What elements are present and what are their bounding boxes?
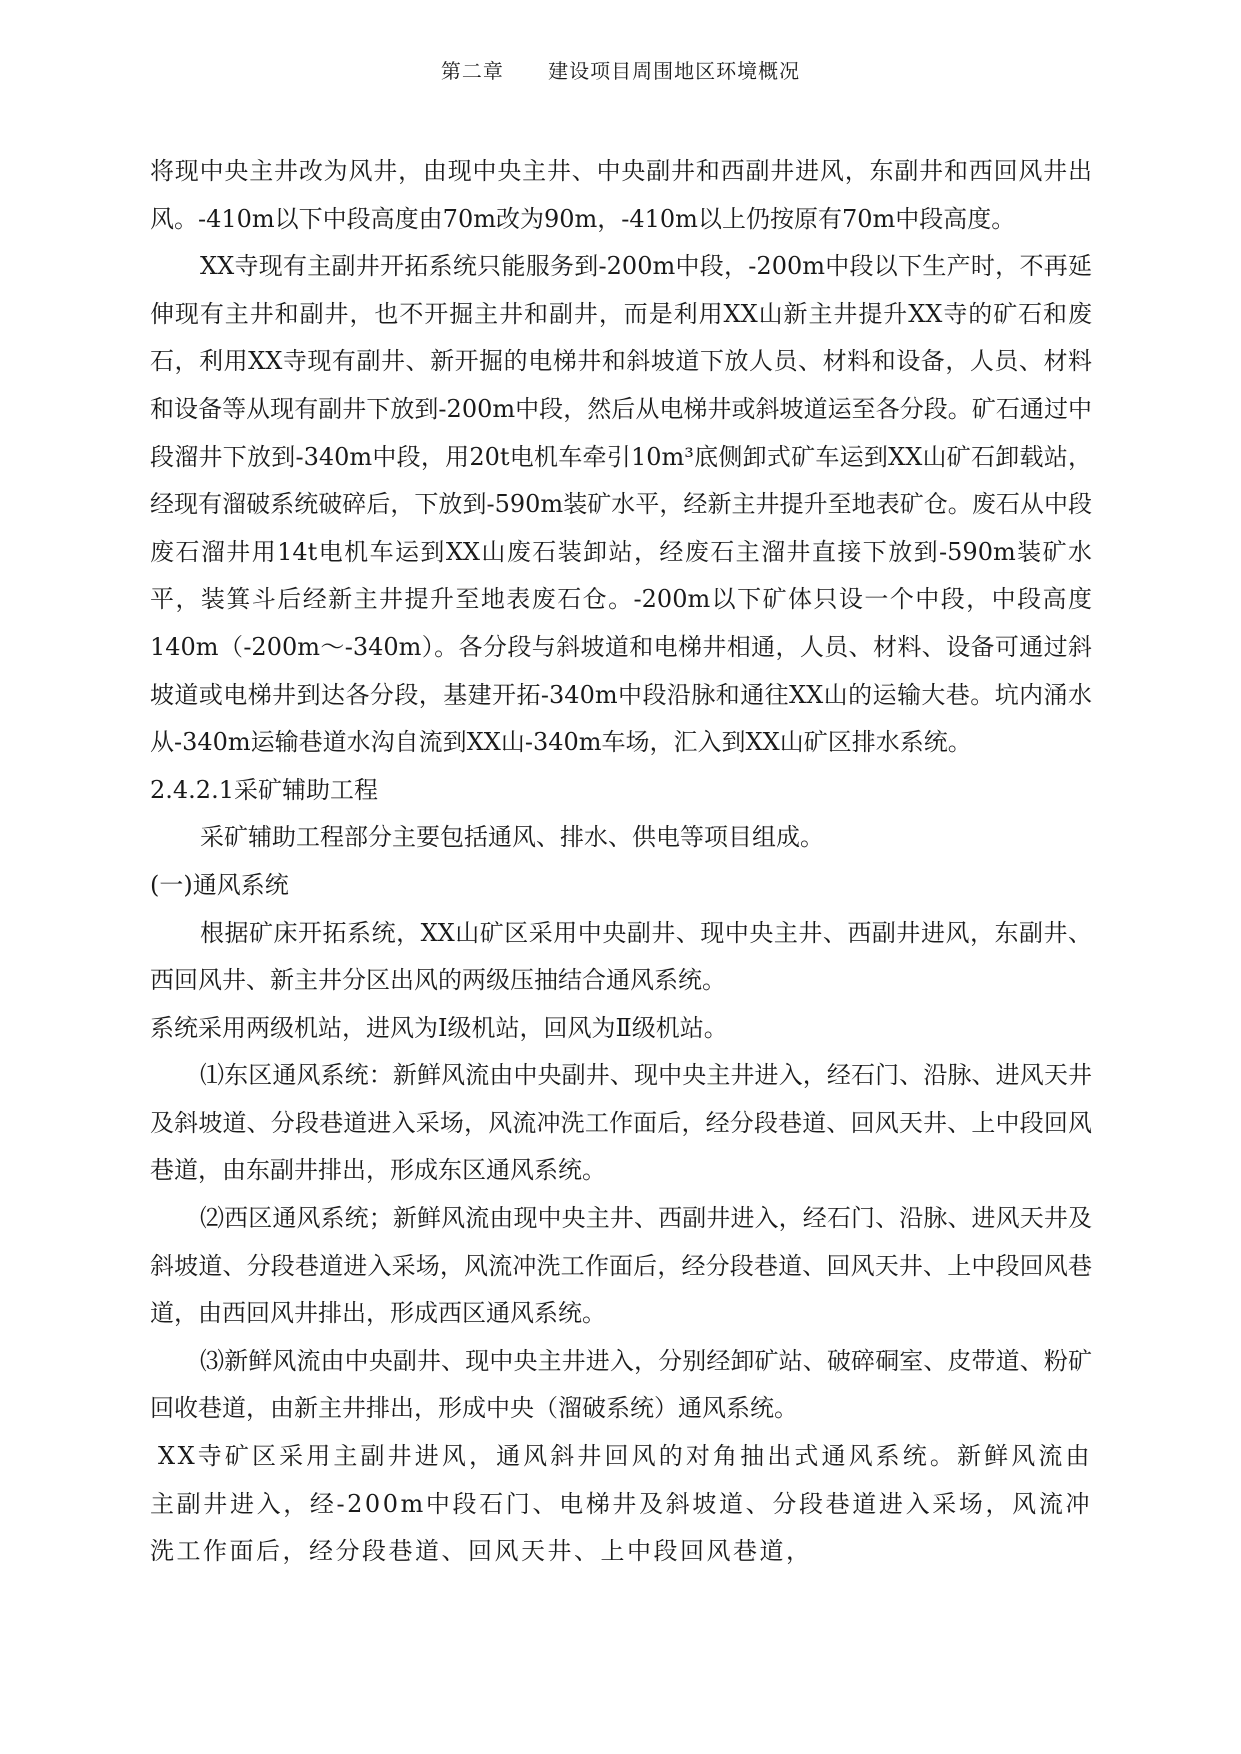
paragraph-xx-temple-development: XX寺现有主副井开拓系统只能服务到-200m中段，-200m中段以下生产时，不再延伸现有主井和副井，也不开掘主井和副井，而是利用XX山新主井提升XX寺的矿石和废石，利用XX寺现有副井、新开掘的电梯井和斜坡道下放人员、材料和设备，人员、材料和设备等从现有副井下放到-200m中段，然后从电梯井或斜坡道运至各分段。矿石通过中段溜井下放到-340m中段，用20t电机车牵引10m³底侧卸式矿车运到XX山矿石卸载站，经现有溜破系统破碎后，下放到-590m装矿水平，经新主井提升至地表矿仓。废石从中段废石溜井用14t电机车运到XX山废石装卸站，经废石主溜井直接下放到-590m装矿水平，装箕斗后经新主井提升至地表废石仓。-200m以下矿体只设一个中段，中段高度140m（-200m～-340m）。各分段与斜坡道和电梯井相通，人员、材料、设备可通过斜坡道或电梯井到达各分段，基建开拓-340m中段沿脉和通往XX山的运输大巷。坑内涌水从-340m运输巷道水沟自流到XX山-340m车场，汇入到XX山矿区排水系统。 [150, 252, 1092, 757]
page-header [0, 56, 1241, 86]
paragraph-east-ventilation: ⑴东区通风系统：新鲜风流由中央副井、现中央主井进入，经石门、沿脉、进风天井及斜坡道、分段巷道进入采场，风流冲洗工作面后，经分段巷道、回风天井、上中段回风巷道，由东副井排出，形成东区通风系统。 [150, 1061, 1092, 1185]
chapter-title: 建设项目周围地区环境概况 [548, 59, 801, 83]
paragraph-ventilation-overview: 根据矿床开拓系统，XX山矿区采用中央副井、现中央主井、西副井进风，东副井、西回风井、新主井分区出风的两级压抽结合通风系统。 [150, 918, 1092, 995]
subheading-ventilation-system: (一)通风系统 [150, 870, 289, 899]
paragraph-central-ventilation: ⑶新鲜风流由中央副井、现中央主井进入，分别经卸矿站、破碎硐室、皮带道、粉矿回收巷道，由新主井排出，形成中央（溜破系统）通风系统。 [150, 1346, 1092, 1423]
paragraph-fan-stations: 系统采用两级机站，进风为Ⅰ级机站，回风为Ⅱ级机站。 [150, 1013, 728, 1042]
section-heading-mining-auxiliary: 2.4.2.1采矿辅助工程 [150, 775, 378, 804]
paragraph-xx-temple-ventilation: XX寺矿区采用主副井进风，通风斜井回风的对角抽出式通风系统。新鲜风流由主副井进入，经-200m中段石门、电梯井及斜坡道、分段巷道进入采场，风流冲洗工作面后，经分段巷道、回风天井、上中段回风巷道， [150, 1442, 1092, 1566]
paragraph-west-ventilation: ⑵西区通风系统；新鲜风流由现中央主井、西副井进入，经石门、沿脉、进风天井及斜坡道、分段巷道进入采场，风流冲洗工作面后，经分段巷道、回风天井、上中段回风巷道，由西回风井排出，形成西区通风系统。 [150, 1204, 1092, 1328]
document-body [150, 148, 1092, 1576]
chapter-number: 第二章 [440, 59, 504, 83]
paragraph-ventilation-change: 将现中央主井改为风井，由现中央主井、中央副井和西副井进风，东副井和西回风井出风。-410m以下中段高度由70m改为90m，-410m以上仍按原有70m中段高度。 [150, 157, 1092, 233]
paragraph-auxiliary-intro: 采矿辅助工程部分主要包括通风、排水、供电等项目组成。 [200, 823, 824, 852]
